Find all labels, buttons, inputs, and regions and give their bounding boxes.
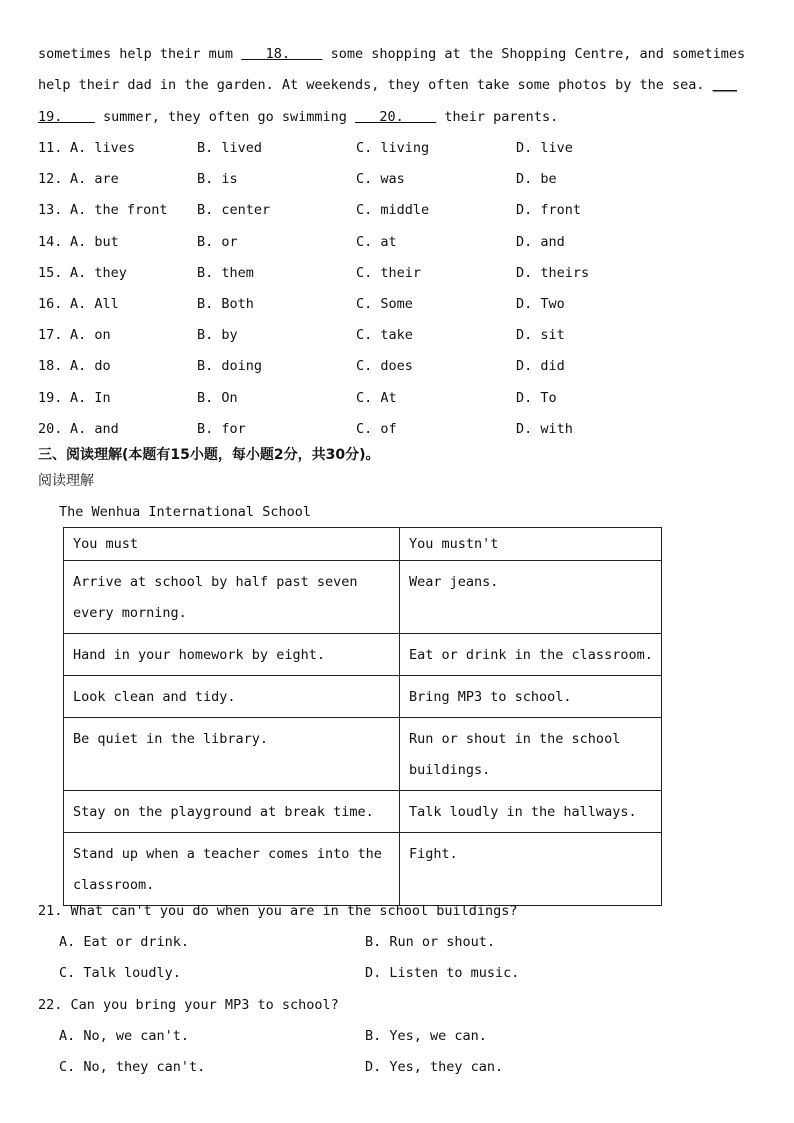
option-c: C. At xyxy=(356,389,397,406)
option-a: A. do xyxy=(70,358,111,375)
question-number: 14. xyxy=(38,233,63,250)
option-c: C. of xyxy=(356,420,397,437)
option-row xyxy=(38,356,758,376)
option-b: B. Both xyxy=(197,296,254,312)
answer-option-b: B. Run or shout. xyxy=(365,934,496,950)
table-header-row xyxy=(64,528,662,561)
option-b: B. lived xyxy=(197,140,263,156)
option-c: C. was xyxy=(356,171,405,188)
option-c: C. living xyxy=(356,140,430,156)
option-a: A. In xyxy=(70,389,111,406)
option-d: D. front xyxy=(516,202,582,219)
option-a: A. they xyxy=(70,264,127,281)
option-c: C. at xyxy=(356,233,397,250)
header-you-must: You must xyxy=(64,528,400,561)
option-row xyxy=(38,138,758,158)
option-a: A. lives xyxy=(70,140,136,156)
answer-option-a: A. Eat or drink. xyxy=(59,934,190,950)
blank-18: 18. xyxy=(241,46,323,62)
option-c: C. does xyxy=(356,358,413,375)
question-number: 20. xyxy=(38,420,63,437)
question-number: 17. xyxy=(38,327,63,344)
rule-mustnt: Talk loudly in the hallways. xyxy=(400,791,662,833)
answer-option-c: C. No, they can't. xyxy=(59,1059,206,1075)
answer-option-a: A. No, we can't. xyxy=(59,1028,190,1044)
answer-option-c: C. Talk loudly. xyxy=(59,965,181,981)
option-a: A. the front xyxy=(70,202,168,219)
question-number: 19. xyxy=(38,389,63,406)
option-row xyxy=(38,263,758,283)
option-d: D. did xyxy=(516,358,565,375)
option-a: A. but xyxy=(70,233,119,250)
answer-option-d: D. Yes, they can. xyxy=(365,1059,504,1075)
rule-mustnt: Run or shout in the school buildings. xyxy=(400,718,662,791)
option-d: D. Two xyxy=(516,296,565,312)
rule-mustnt: Bring MP3 to school. xyxy=(400,676,662,718)
option-d: D. theirs xyxy=(516,264,590,281)
table-row xyxy=(64,718,662,791)
section-title: 三、阅读理解(本题有15小题，每小题2分，共30分)。 xyxy=(38,447,380,463)
rule-must: Stand up when a teacher comes into the classroom. xyxy=(64,833,400,906)
option-a: A. are xyxy=(70,171,119,188)
rule-must: Stay on the playground at break time. xyxy=(64,791,400,833)
option-d: D. be xyxy=(516,171,557,188)
passage-text: their parents. xyxy=(436,109,559,125)
question-number: 16. xyxy=(38,296,63,312)
rules-table xyxy=(63,527,662,906)
blank-19: 19. xyxy=(38,109,95,125)
table-row xyxy=(64,791,662,833)
option-c: C. their xyxy=(356,264,422,281)
passage-line-3 xyxy=(38,107,558,127)
option-d: D. sit xyxy=(516,327,565,344)
option-b: B. or xyxy=(197,233,238,250)
option-d: D. with xyxy=(516,420,573,437)
option-a: A. All xyxy=(70,296,119,312)
question-number: 18. xyxy=(38,358,63,375)
option-b: B. by xyxy=(197,327,238,344)
passage-text: help their dad in the garden. At weekends, they often take some photos by the sea. xyxy=(38,77,713,93)
answer-option-b: B. Yes, we can. xyxy=(365,1028,487,1044)
option-a: A. on xyxy=(70,327,111,344)
rule-mustnt: Wear jeans. xyxy=(400,561,662,634)
answer-option-d: D. Listen to music. xyxy=(365,965,520,981)
question-text: 22. Can you bring your MP3 to school? xyxy=(38,997,339,1013)
table-title: The Wenhua International School xyxy=(59,504,311,520)
option-c: C. take xyxy=(356,327,413,344)
option-row xyxy=(38,419,758,439)
option-b: B. them xyxy=(197,264,254,281)
option-row xyxy=(38,200,758,220)
rule-must: Be quiet in the library. xyxy=(64,718,400,791)
option-row xyxy=(38,294,758,314)
rule-must: Look clean and tidy. xyxy=(64,676,400,718)
question-number: 13. xyxy=(38,202,63,219)
passage-line-1 xyxy=(38,44,745,64)
passage-text: some shopping at the Shopping Centre, and sometimes xyxy=(322,46,746,62)
option-d: D. and xyxy=(516,233,565,250)
blank-20: 20. xyxy=(355,109,437,125)
option-b: B. is xyxy=(197,171,238,188)
question-number: 12. xyxy=(38,171,63,188)
option-row xyxy=(38,388,758,408)
table-row xyxy=(64,833,662,906)
section-subtitle: 阅读理解 xyxy=(38,473,94,489)
rule-must: Hand in your homework by eight. xyxy=(64,634,400,676)
rule-mustnt: Eat or drink in the classroom. xyxy=(400,634,662,676)
option-a: A. and xyxy=(70,420,119,437)
question-number: 11. xyxy=(38,140,63,156)
option-row xyxy=(38,232,758,252)
option-b: B. On xyxy=(197,389,238,406)
option-c: C. Some xyxy=(356,296,413,312)
rule-must: Arrive at school by half past seven every morning. xyxy=(64,561,400,634)
blank-19-lead: ___ xyxy=(712,77,737,93)
question-text: 21. What can't you do when you are in the school buildings? xyxy=(38,903,518,919)
question-number: 15. xyxy=(38,264,63,281)
table-row xyxy=(64,676,662,718)
option-b: B. for xyxy=(197,420,246,437)
option-row xyxy=(38,169,758,189)
passage-text: summer, they often go swimming xyxy=(94,109,355,125)
option-row xyxy=(38,325,758,345)
header-you-mustnt: You mustn't xyxy=(400,528,662,561)
table-row xyxy=(64,561,662,634)
passage-line-2 xyxy=(38,75,737,95)
passage-text: sometimes help their mum xyxy=(38,46,242,62)
rule-mustnt: Fight. xyxy=(400,833,662,906)
option-b: B. center xyxy=(197,202,271,219)
table-row xyxy=(64,634,662,676)
option-d: D. To xyxy=(516,389,557,406)
option-c: C. middle xyxy=(356,202,430,219)
option-b: B. doing xyxy=(197,358,263,375)
option-d: D. live xyxy=(516,140,573,156)
